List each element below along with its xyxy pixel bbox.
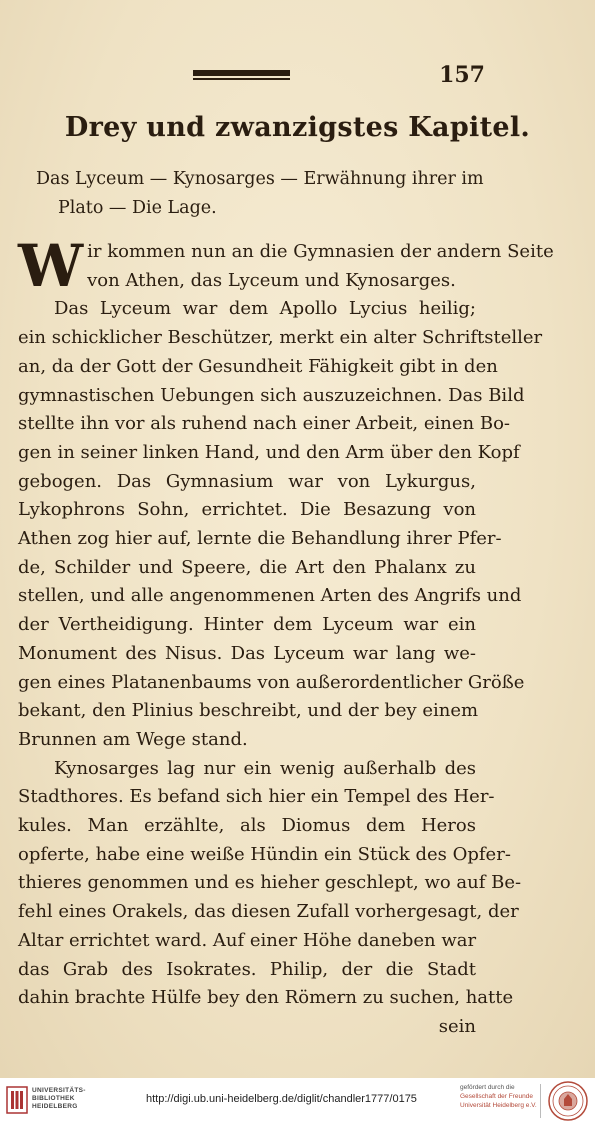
viewer-footer: [0, 1078, 595, 1123]
footer-divider: [540, 1084, 541, 1118]
text-line: der Vertheidigung. Hinter dem Lyceum war ein: [18, 614, 476, 636]
drop-cap: W: [18, 232, 84, 300]
text-line: gen eines Platanenbaums von außerordentlicher Größe: [18, 671, 525, 693]
text-line: ir kommen nun an die Gymnasien der andern Seite: [87, 241, 554, 262]
permalink-url[interactable]: http://digi.ub.uni-heidelberg.de/diglit/chandler1777/0175: [146, 1093, 417, 1105]
text-line: stellte ihn vor als ruhend nach einer Arbeit, einen Bo-: [18, 413, 510, 435]
text-line: das Grab des Isokrates. Philip, der die Stadt: [18, 958, 476, 980]
chapter-title: Drey und zwanzigstes Kapitel.: [64, 112, 531, 143]
text-line: Brunnen am Wege stand.: [18, 728, 248, 750]
body-text: [18, 232, 554, 1042]
text-line: bekant, den Plinius beschreibt, und der bey einem: [18, 700, 479, 722]
text-line: fehl eines Orakels, das diesen Zufall vorhergesagt, der: [18, 901, 519, 923]
summary-line-1: Das Lyceum — Kynosarges — Erwähnung ihrer im: [36, 169, 484, 189]
text-line: Athen zog hier auf, lernte die Behandlung ihrer Pfer-: [18, 528, 502, 550]
text-line: von Athen, das Lyceum und Kynosarges.: [87, 269, 456, 291]
text-line: gebogen. Das Gymnasium war von Lykurgus,: [18, 470, 476, 492]
library-name-line: UNIVERSITÄTS-: [32, 1087, 86, 1094]
text-line: kules. Man erzählte, als Diomus dem Heros: [18, 815, 476, 837]
sponsor-label: gefördert durch die: [460, 1084, 515, 1091]
text-line: gen in seiner linken Hand, und den Arm über den Kopf: [18, 441, 520, 463]
sponsor-text: [460, 1083, 537, 1110]
text-line: stellen, und alle angenommenen Arten des Angrifs und: [18, 585, 522, 607]
header-rule-thick: [193, 70, 290, 76]
text-line: ein schicklicher Beschützer, merkt ein alter Schriftsteller: [18, 327, 543, 349]
text-line: Das Lyceum war dem Apollo Lycius heilig;: [54, 298, 476, 320]
university-seal-icon: [547, 1080, 589, 1122]
text-line: Kynosarges lag nur ein wenig außerhalb des: [54, 757, 476, 779]
catchword: sein: [438, 1015, 476, 1037]
library-name-line: HEIDELBERG: [32, 1103, 78, 1110]
text-line: gymnastischen Uebungen sich auszuzeichnen. Das Bild: [18, 384, 525, 406]
chapter-summary: [36, 165, 484, 223]
text-line: Stadthores. Es befand sich hier ein Tempel des Her-: [18, 786, 495, 808]
text-line: de, Schilder und Speere, die Art den Phalanx zu: [18, 556, 476, 578]
library-name: [32, 1087, 86, 1111]
header-rule-thin: [193, 78, 290, 80]
text-line: Altar errichtet ward. Auf einer Höhe daneben war: [18, 929, 477, 951]
text-line: an, da der Gott der Gesundheit Fähigkeit gibt in den: [18, 355, 498, 377]
sponsor-name-line: Gesellschaft der Freunde: [460, 1093, 533, 1100]
page-number: 157: [439, 62, 485, 88]
text-line: thieres genommen und es hieher geschlept, wo auf Be-: [18, 872, 522, 894]
text-line: Monument des Nisus. Das Lyceum war lang we-: [18, 642, 476, 664]
library-name-line: BIBLIOTHEK: [32, 1095, 75, 1102]
header-rule: [193, 70, 290, 81]
text-line: dahin brachte Hülfe bey den Römern zu suchen, hatte: [18, 987, 514, 1009]
library-logo-icon: [6, 1085, 28, 1115]
text-line: Lykophrons Sohn, errichtet. Die Besazung von: [18, 499, 476, 521]
text-line: opferte, habe eine weiße Hündin ein Stück des Opfer-: [18, 843, 511, 865]
summary-line-2: Plato — Die Lage.: [58, 198, 217, 218]
sponsor-name-line: Universität Heidelberg e.V.: [460, 1102, 537, 1109]
